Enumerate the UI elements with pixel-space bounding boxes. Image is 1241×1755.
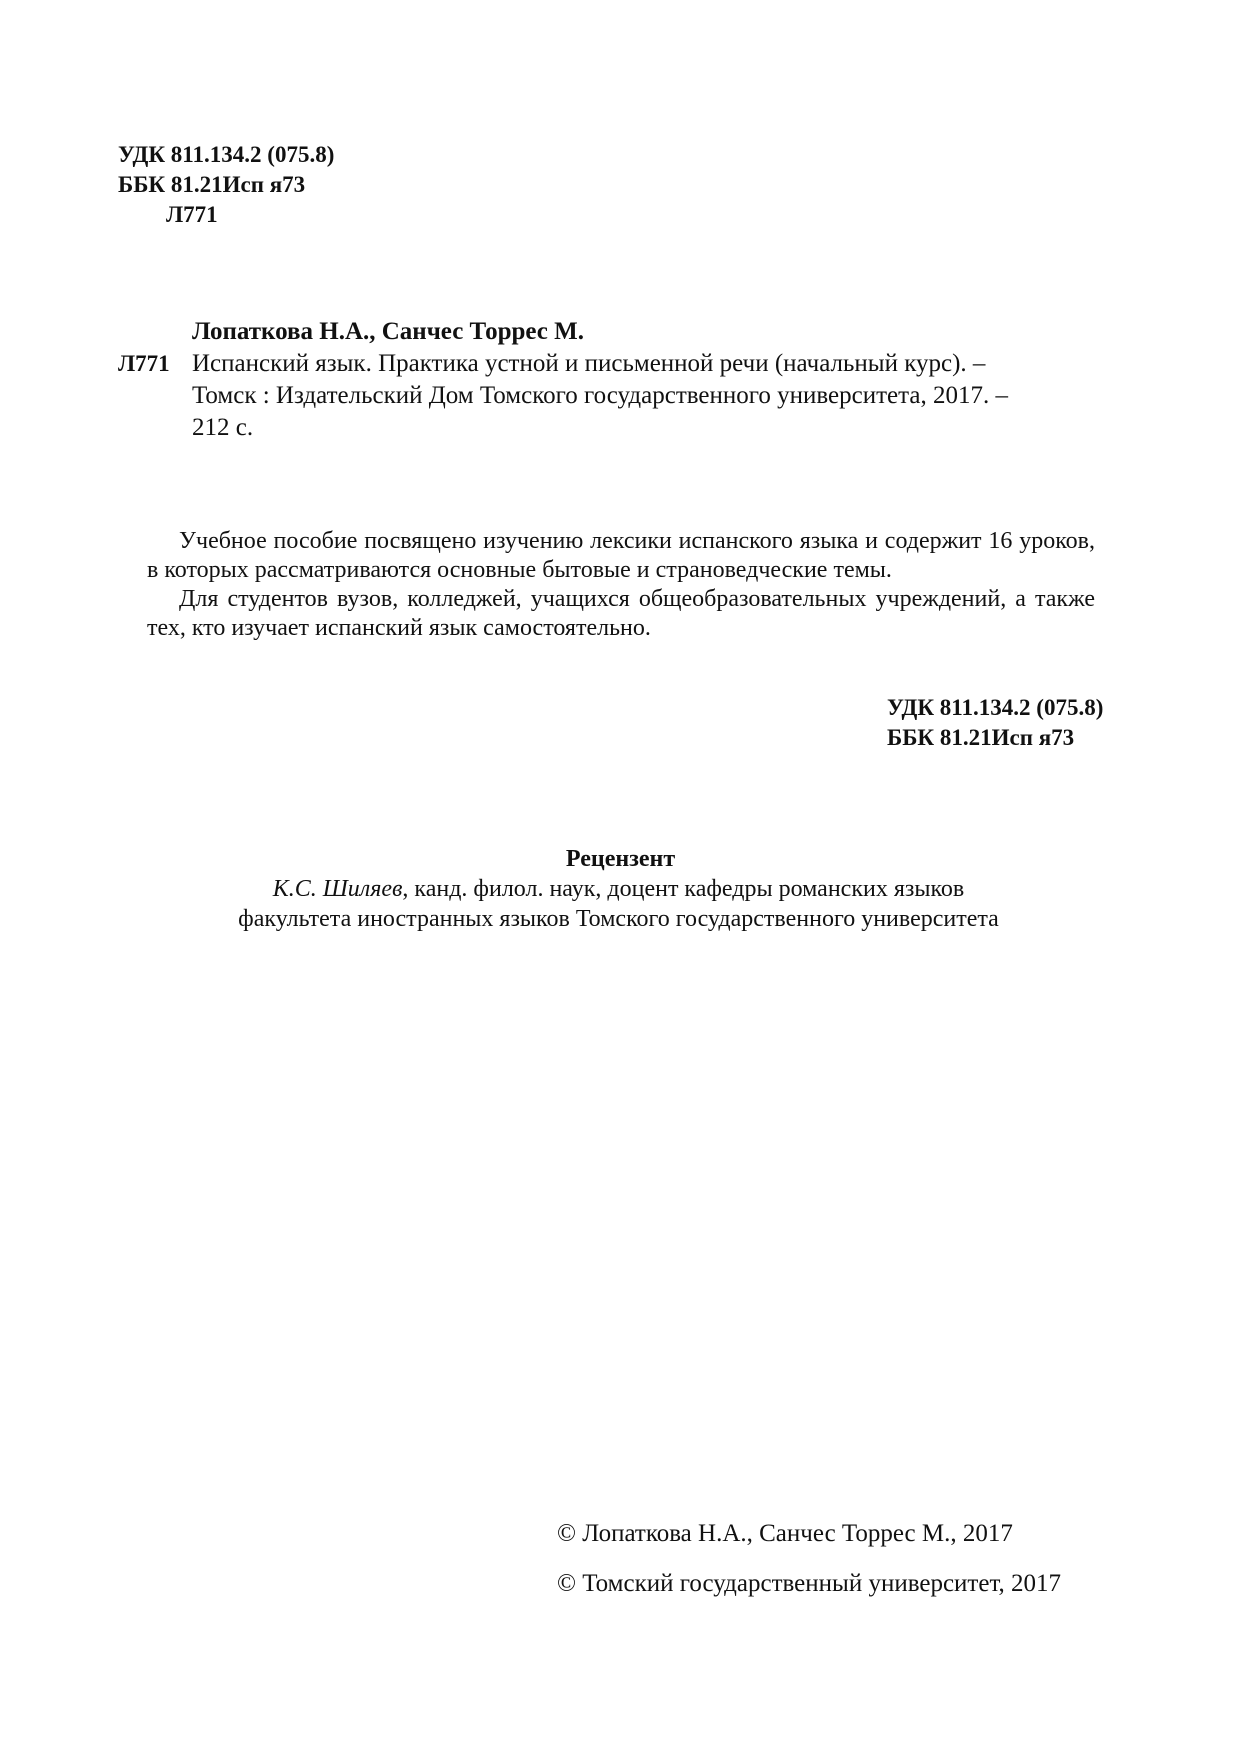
biblio-author-mark: Л771 xyxy=(118,351,170,376)
biblio-authors: Лопаткова Н.А., Санчес Торрес М. xyxy=(192,318,585,345)
udk-code-right: УДК 811.134.2 (075.8) xyxy=(887,695,1104,720)
udk-code: УДК 811.134.2 (075.8) xyxy=(118,142,335,167)
udk-block-top xyxy=(118,140,334,230)
biblio-line-2: Томск : Издательский Дом Томского государственного университета, 2017. – xyxy=(192,382,1008,409)
reviewer-line-1 xyxy=(0,874,1239,904)
udk-block-right xyxy=(887,693,1103,753)
biblio-description xyxy=(192,348,1008,444)
copyright-university: © Томский государственный университет, 2017 xyxy=(557,1570,1062,1597)
biblio-line-1: Испанский язык. Практика устной и письменной речи (начальный курс). – xyxy=(192,350,986,377)
annotation-paragraph-2: Для студентов вузов, колледжей, учащихся общеобразовательных учреждений, а также тех, кто изучает испанский язык самостоятельно. xyxy=(147,586,1095,641)
reviewer-position: , канд. филол. наук, доцент кафедры романских языков xyxy=(402,876,965,902)
bbk-code: ББК 81.21Исп я73 xyxy=(118,172,306,197)
biblio-line-3: 212 с. xyxy=(192,414,254,441)
reviewer-name: К.С. Шиляев xyxy=(272,876,403,902)
annotation xyxy=(147,527,1095,643)
reviewer-block xyxy=(0,844,1241,934)
annotation-paragraph-1: Учебное пособие посвящено изучению лексики испанского языка и содержит 16 уроков, в которых рассматриваются основные бытовые и страноведческие темы. xyxy=(147,528,1095,583)
reviewer-title: Рецензент xyxy=(565,846,676,872)
reviewer-line-2: факультета иностранных языков Томского государственного университета xyxy=(238,906,999,932)
author-mark: Л771 xyxy=(166,202,218,227)
bbk-code-right: ББК 81.21Исп я73 xyxy=(887,725,1075,750)
copyright-authors: © Лопаткова Н.А., Санчес Торрес М., 2017 xyxy=(557,1520,1013,1547)
